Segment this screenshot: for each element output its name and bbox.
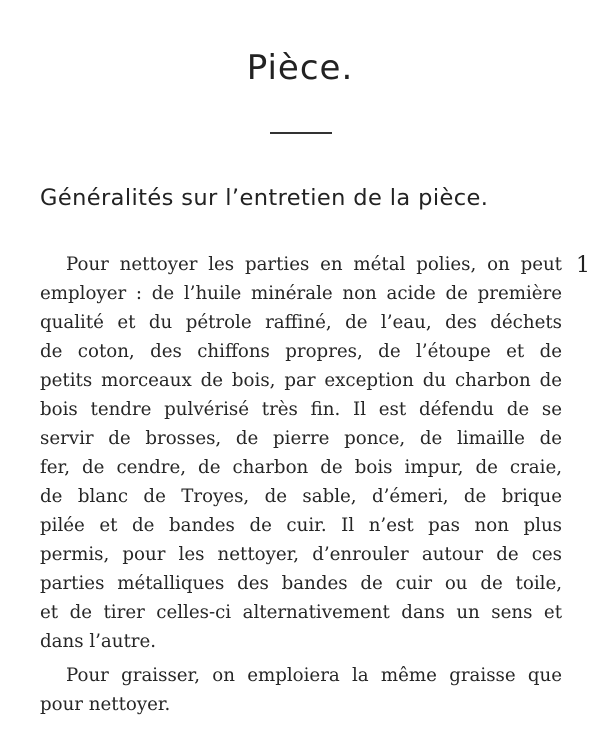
text-line: pour nettoyer. [40,694,171,715]
paragraph-1 [40,250,562,656]
text-line: servir de brosses, de pierre ponce, de limaille de [40,428,562,449]
text-line: dans l’autre. [40,631,157,652]
margin-paragraph-number: 1 [576,253,590,278]
text-line: parties métalliques des bandes de cuir ou de toile, [40,573,562,594]
text-line: de blanc de Troyes, de sable, d’émeri, de brique [40,486,562,507]
section-heading: Généralités sur l’entretien de la pièce. [40,185,489,211]
text-line: pilée et de bandes de cuir. Il n’est pas non plus [40,515,562,536]
text-line: de coton, des chiffons propres, de l’étoupe et de [40,341,562,362]
text-line: employer : de l’huile minérale non acide de première [40,283,562,304]
text-line: Pour nettoyer les parties en métal polies, on peut [66,254,562,275]
title-divider [270,132,332,134]
text-line: bois tendre pulvérisé très fin. Il est défendu de se [40,399,562,420]
text-line: permis, pour les nettoyer, d’enrouler autour de ces [40,544,562,565]
text-line: qualité et du pétrole raffiné, de l’eau, des déchets [40,312,562,333]
page-title: Pièce. [246,48,354,88]
paragraph-2 [40,661,562,719]
text-line: et de tirer celles-ci alternativement dans un sens et [40,602,562,623]
body-text [40,250,562,719]
text-line: fer, de cendre, de charbon de bois impur, de craie, [40,457,562,478]
text-line: petits morceaux de bois, par exception du charbon de [40,370,562,391]
text-line: Pour graisser, on emploiera la même graisse que [66,665,562,686]
